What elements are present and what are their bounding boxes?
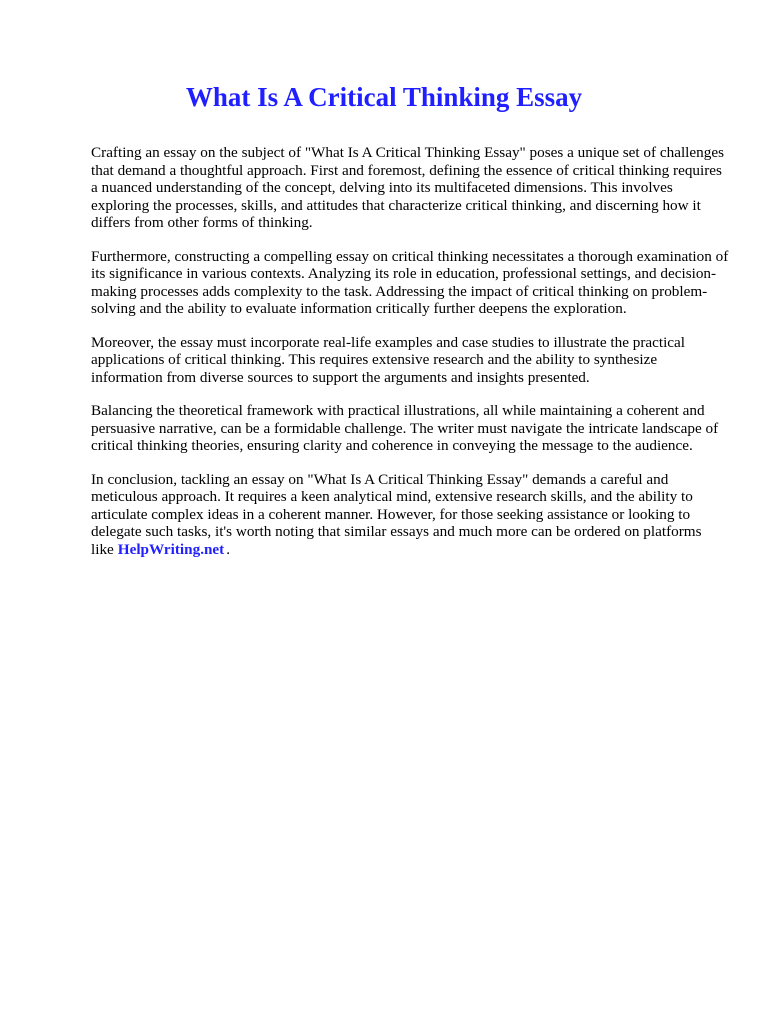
essay-body — [91, 144, 731, 574]
conclusion-paragraph — [91, 471, 731, 559]
conclusion-text: In conclusion, tackling an essay on "What Is A Critical Thinking Essay" demands a careful and meticulous approach. It requires a keen analytical mind, extensive research skills, and the ability to articulate complex ideas in a coherent manner. However, for those seeking assistance or looking to delegate such tasks, it's worth noting that similar essays and much more can be ordered on platforms like — [91, 470, 702, 558]
document-title: What Is A Critical Thinking Essay — [185, 82, 583, 112]
paragraph-1: Crafting an essay on the subject of "What Is A Critical Thinking Essay" poses a unique set of challenges that demand a thoughtful approach. First and foremost, defining the essence of critical thinking requires a nuanced understanding of the concept, delving into its multifaceted dimensions. This involves exploring the processes, skills, and attitudes that characterize critical thinking, and discerning how it differs from other forms of thinking. — [91, 144, 724, 231]
paragraph-2: Furthermore, constructing a compelling essay on critical thinking necessitates a thorough examination of its significance in various contexts. Analyzing its role in education, professional settings, and decision-making processes adds complexity to the task. Addressing the impact of critical thinking on problem-solving and the ability to evaluate information critically further deepens the exploration. — [91, 247, 729, 317]
paragraph-4: Balancing the theoretical framework with practical illustrations, all while maintaining a coherent and persuasive narrative, can be a formidable challenge. The writer must navigate the intricate landscape of critical thinking theories, ensuring clarity and coherence in conveying the message to the audience. — [91, 402, 719, 454]
paragraph-3: Moreover, the essay must incorporate real-life examples and case studies to illustrate the practical applications of critical thinking. This requires extensive research and the ability to synthesize information from diverse sources to support the arguments and insights presented. — [91, 333, 686, 386]
conclusion-period: . — [226, 540, 231, 558]
helpwriting-link[interactable]: HelpWriting.net — [117, 540, 225, 558]
